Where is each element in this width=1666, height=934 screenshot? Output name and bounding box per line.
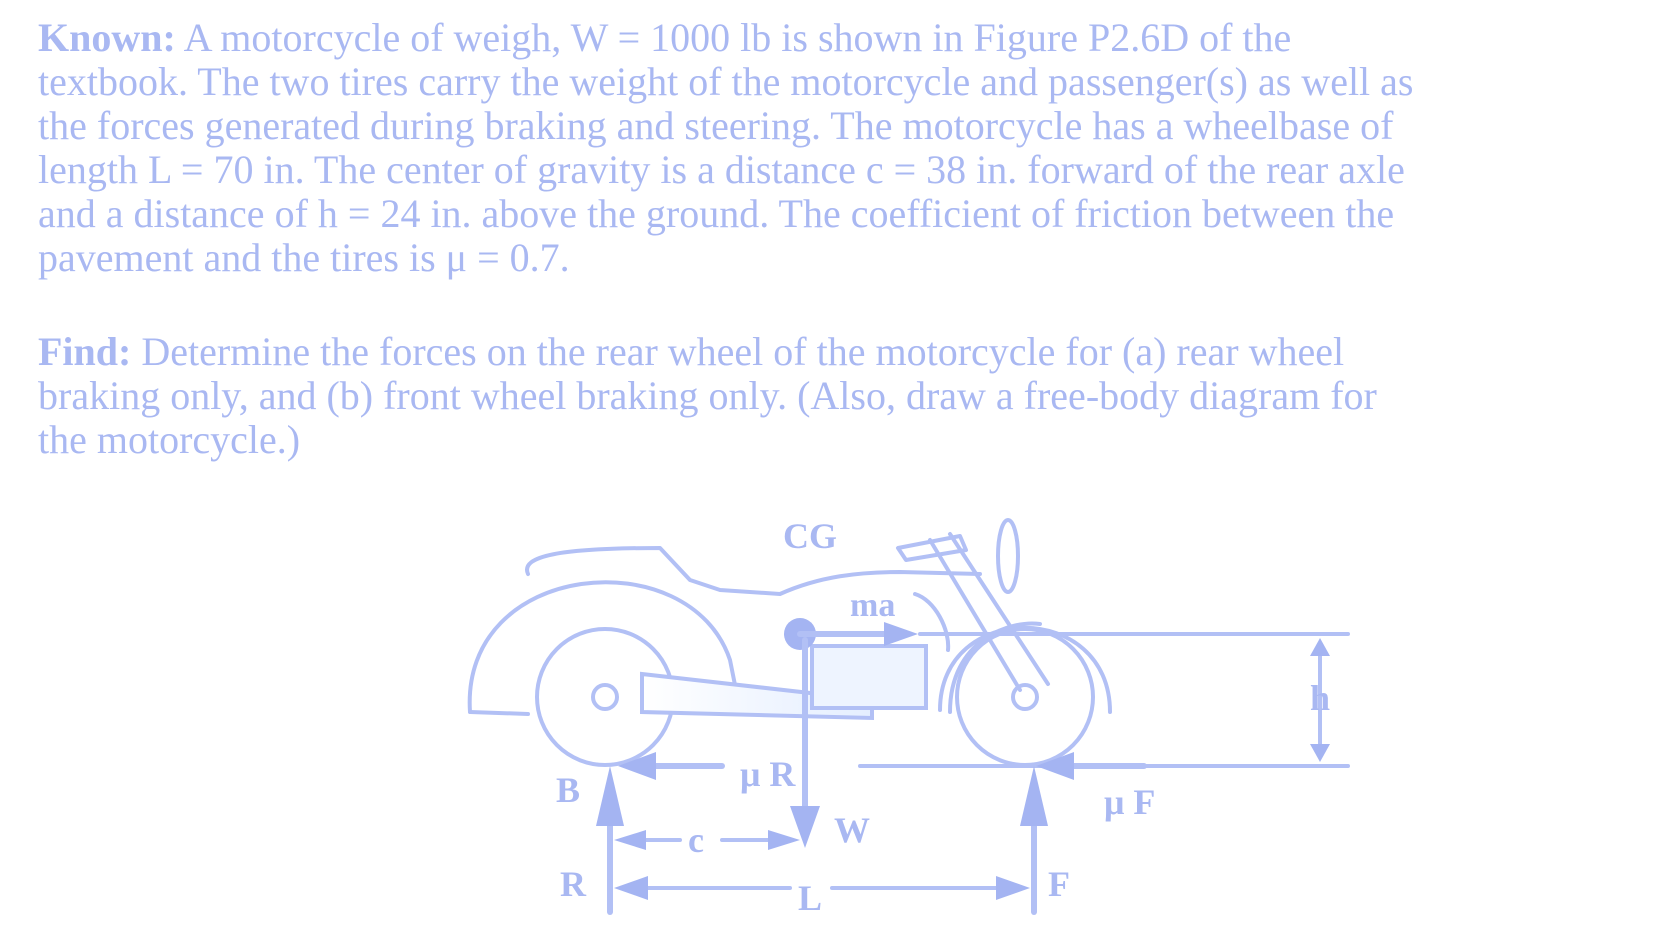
windshield: [998, 520, 1018, 592]
motorcycle-body-outline: [527, 548, 980, 594]
label-h: h: [1310, 678, 1331, 718]
known-line-5: and a distance of h = 24 in. above the ground. The coefficient of friction between the: [38, 191, 1395, 236]
rear-reaction-arrow-head: [596, 766, 624, 826]
ma-curve: [915, 594, 948, 650]
label-b: B: [556, 770, 581, 810]
find-label: Find:: [38, 329, 132, 374]
label-ma: ma: [850, 587, 896, 624]
known-label: Known:: [38, 15, 176, 60]
known-line-1: A motorcycle of weigh, W = 1000 lb is shown in Figure P2.6D of the: [183, 15, 1292, 60]
ma-arrow-head: [884, 622, 918, 646]
l-arrow-right: [996, 876, 1030, 900]
rear-fender-tail: [470, 712, 528, 714]
known-line-3: the forces generated during braking and steering. The motorcycle has a wheelbase of: [38, 103, 1394, 148]
known-line-2: textbook. The two tires carry the weight of the motorcycle and passenger(s) as well as: [38, 59, 1414, 104]
rear-axle: [593, 685, 617, 709]
find-line-2: braking only, and (b) front wheel braking only. (Also, draw a free-body diagram for: [38, 373, 1377, 418]
find-line-3: the motorcycle.): [38, 417, 301, 462]
known-line-4: length L = 70 in. The center of gravity is a distance c = 38 in. forward of the rear axle: [38, 147, 1405, 192]
l-arrow-left: [614, 876, 648, 900]
h-arrow-top: [1310, 638, 1330, 656]
front-axle: [1013, 685, 1037, 709]
front-reaction-arrow-head: [1020, 766, 1048, 826]
label-l: L: [798, 878, 823, 918]
h-arrow-bottom: [1310, 744, 1330, 762]
label-cg: CG: [783, 516, 837, 556]
front-fender: [940, 628, 1110, 712]
c-arrow-left: [614, 830, 646, 850]
label-mu-f: μ F: [1104, 782, 1156, 822]
c-arrow-right: [768, 830, 800, 850]
label-r: R: [560, 864, 586, 904]
find-line-1: Determine the forces on the rear wheel of the motorcycle for (a) rear wheel: [141, 329, 1345, 374]
known-line-6: pavement and the tires is μ = 0.7.: [38, 235, 570, 280]
label-w: W: [834, 810, 870, 850]
label-f: F: [1048, 864, 1070, 904]
label-mu-r: μ R: [740, 754, 796, 794]
label-c: c: [688, 820, 704, 860]
engine-block: [812, 646, 926, 708]
front-fork: [930, 534, 1048, 690]
